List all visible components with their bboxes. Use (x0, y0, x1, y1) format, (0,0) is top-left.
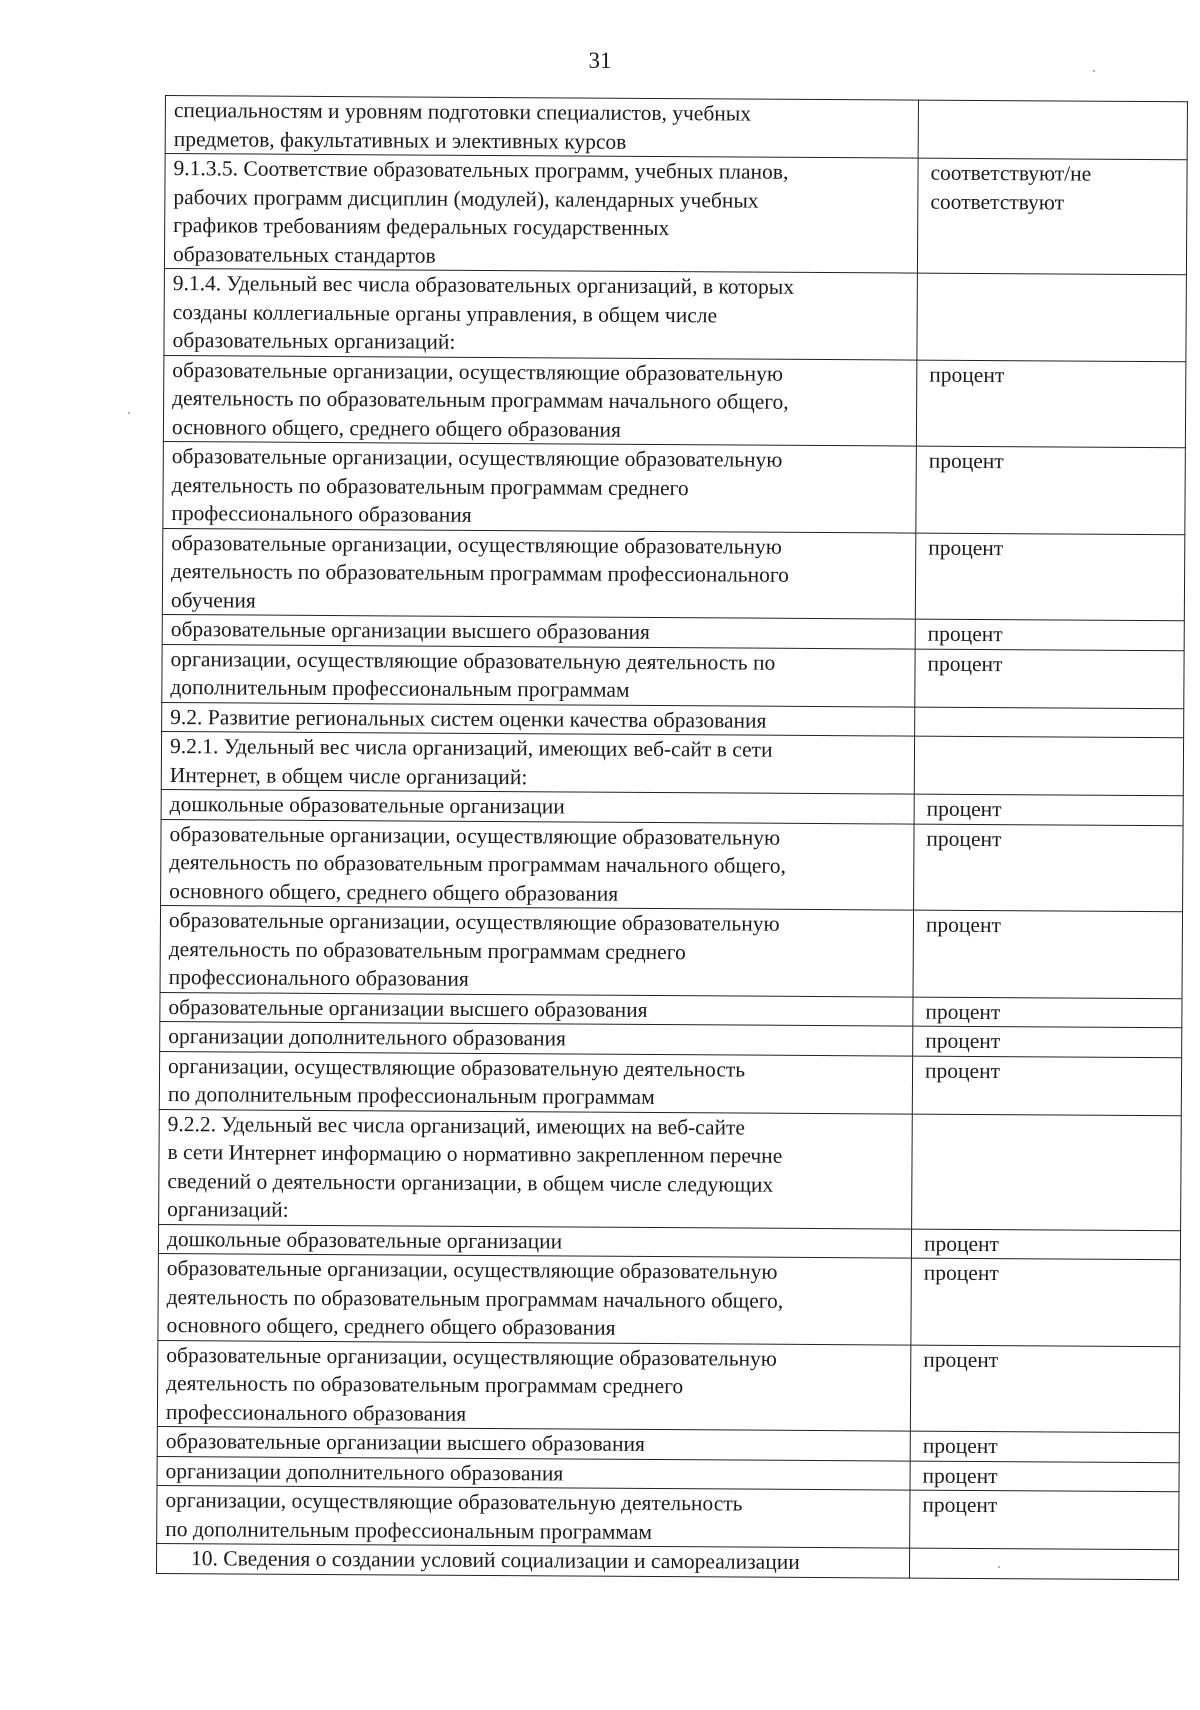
unit-text-line: соответствуют (930, 189, 1065, 214)
indicator-text-line: организации дополнительного образования (168, 1024, 567, 1051)
unit-cell (910, 1345, 1180, 1433)
unit-cell (917, 273, 1187, 361)
unit-text: процент (924, 1058, 1001, 1083)
indicator-text-line: созданы коллегиальные органы управления, в общем числе (172, 299, 718, 327)
unit-cell (915, 649, 1184, 709)
indicator-text-line: 9.1.3.5. Соответствие образовательных программ, учебных планов, (173, 156, 789, 184)
indicator-text-line: деятельность по образовательным программам начального общего, (172, 386, 789, 414)
indicator-text-line: 10. Сведения о создании условий социализации и самореализации (190, 1546, 800, 1574)
table-row (157, 1340, 1180, 1433)
indicator-cell (157, 1456, 910, 1490)
indicator-text-line: 9.1.4. Удельный вес числа образовательных организаций, в которых (172, 271, 795, 299)
indicator-text-line: организации, осуществляющие образовательную деятельность (167, 1053, 746, 1082)
indicator-cell (162, 614, 915, 648)
indicator-text-line: 9.2.1. Удельный вес числа организаций, имеющих веб-сайт в сети (169, 734, 773, 762)
indicator-text-line: организаций: (167, 1197, 289, 1222)
table-row (159, 1109, 1182, 1230)
indicator-text-line: графиков требованиям федеральных государственных (173, 213, 670, 241)
indicator-text-line: основного общего, среднего общего образования (169, 878, 619, 906)
unit-cell (916, 446, 1186, 534)
unit-cell (913, 997, 1182, 1028)
unit-text: процент (922, 1492, 998, 1518)
indicator-text-line: образовательные организации, осуществляющие образовательную (169, 821, 781, 850)
unit-cell (911, 1258, 1181, 1346)
unit-text: процент (927, 621, 1003, 647)
indicator-cell (164, 268, 918, 359)
indicator-cell (158, 1224, 911, 1258)
indicator-text-line: деятельность по образовательным программам профессионального (171, 559, 790, 587)
indicator-cell (157, 1340, 911, 1431)
unit-text: процент (925, 912, 1001, 938)
indicator-text-line: дошкольные образовательные организации (166, 1226, 563, 1253)
indicator-cell (159, 1109, 913, 1229)
indicator-text-line: образовательных организаций: (172, 328, 456, 354)
table-row (158, 1253, 1181, 1346)
unit-text: процент (923, 1231, 1000, 1256)
indicator-text-line: деятельность по образовательным программам среднего (166, 1371, 684, 1399)
indicator-text-line: образовательные организации высшего образования (170, 617, 650, 644)
indicator-text-line: 9.2. Развитие региональных систем оценки качества образования (170, 704, 767, 733)
indicator-cell (163, 441, 917, 532)
unit-cell (915, 619, 1184, 650)
table-row (162, 528, 1185, 621)
unit-text: процент (926, 796, 1002, 822)
indicator-text-line: образовательные организации, осуществляющие образовательную (172, 357, 783, 386)
indicator-cell (159, 1051, 912, 1114)
unit-text: процент (929, 362, 1005, 387)
indicator-text-line: образовательные организации, осуществляющие образовательную (166, 1342, 777, 1371)
unit-cell (913, 910, 1183, 998)
indicator-text-line: 9.2.2. Удельный вес числа организаций, имеющих на веб-сайте (167, 1111, 746, 1140)
indicator-text-line: дошкольные образовательные организации (169, 792, 565, 819)
indicator-cell (161, 731, 914, 794)
indicator-text-line: деятельность по образовательным программам начального общего, (169, 850, 786, 878)
indicator-cell (161, 819, 915, 910)
indicator-cell (164, 154, 918, 274)
indicator-cell (160, 992, 913, 1026)
unit-text-line: соответствуют/не (930, 160, 1092, 186)
unit-text: процент (922, 1463, 998, 1488)
indicator-text-line: Интернет, в общем числе организаций: (169, 762, 528, 789)
indicator-text-line: образовательные организации, осуществляющие образовательную (168, 908, 780, 936)
indicator-text-line: предметов, факультативных и элективных курсов (173, 126, 627, 154)
unit-cell (913, 1026, 1182, 1057)
unit-cell (914, 824, 1184, 912)
unit-cell (909, 1548, 1178, 1579)
unit-text: процент (927, 651, 1003, 676)
table-row (157, 1485, 1179, 1549)
indicator-cell (160, 905, 914, 996)
table-row (164, 268, 1187, 361)
unit-cell (915, 707, 1184, 738)
unit-text: процент (925, 999, 1001, 1024)
table-row (164, 154, 1187, 275)
indicator-text-line: дополнительным профессиональным программам (170, 675, 630, 702)
unit-text: процент (928, 535, 1004, 560)
unit-text: процент (928, 448, 1004, 474)
indicator-cell (158, 1253, 912, 1344)
unit-cell (916, 360, 1186, 448)
unit-text: процент (926, 826, 1002, 851)
indicator-text-line: организации, осуществляющие образовательную деятельность (165, 1488, 743, 1516)
unit-cell (914, 736, 1183, 796)
indicator-cell (162, 528, 916, 619)
unit-cell (910, 1490, 1179, 1550)
table-row (160, 905, 1183, 998)
indicator-cell (156, 1543, 909, 1577)
indicator-text-line: образовательные организации, осуществляющие образовательную (171, 444, 783, 472)
table-row (159, 1051, 1181, 1115)
indicator-cell (160, 1021, 913, 1055)
indicator-text-line: деятельность по образовательным программам среднего (171, 472, 689, 500)
unit-cell (910, 1461, 1179, 1492)
indicator-text-line: рабочих программ дисциплин (модулей), календарных учебных (173, 184, 759, 213)
unit-text: процент (923, 1260, 999, 1286)
unit-text: процент (923, 1347, 999, 1372)
table-row (156, 1543, 1178, 1579)
indicator-text-line: в сети Интернет информацию о нормативно закрепленном перечне (167, 1140, 783, 1168)
indicator-text-line: образовательные организации высшего образования (165, 1429, 645, 1456)
indicator-cell (162, 702, 915, 736)
scan-speck (128, 412, 130, 414)
table-row (162, 644, 1184, 708)
indicator-text-line: по дополнительным профессиональным программам (165, 1516, 653, 1544)
unit-cell (910, 1431, 1179, 1462)
indicator-text-line: профессионального образования (168, 965, 469, 991)
unit-cell (914, 794, 1183, 825)
indicator-text-line: основного общего, среднего общего образования (171, 414, 622, 442)
scan-speck (1093, 70, 1095, 72)
indicator-cell (157, 1426, 910, 1460)
scan-speck (998, 1566, 1000, 1568)
unit-cell (912, 1114, 1182, 1231)
indicator-text-line: специальностям и уровням подготовки специалистов, учебных (173, 98, 752, 126)
indicator-table-body (156, 96, 1187, 1580)
table-row (161, 819, 1184, 912)
unit-cell (917, 158, 1187, 275)
table-row (161, 731, 1183, 795)
indicator-text-line: по дополнительным профессиональным программам (167, 1082, 655, 1110)
indicator-text-line: образовательных стандартов (172, 241, 436, 268)
page-number: 31 (588, 48, 612, 73)
indicator-text-line: образовательные организации высшего образования (168, 994, 648, 1022)
unit-cell (912, 1056, 1181, 1116)
indicator-text-line: основного общего, среднего общего образования (166, 1313, 616, 1340)
indicator-text-line: деятельность по образовательным программам начального общего, (166, 1284, 784, 1313)
unit-text: процент (922, 1433, 998, 1459)
indicator-text-line: образовательные организации, осуществляющие образовательную (166, 1256, 778, 1284)
indicator-cell (163, 355, 917, 446)
indicator-text-line: деятельность по образовательным программам среднего (168, 936, 686, 964)
table-row (165, 96, 1187, 160)
indicator-text-line: профессионального образования (171, 501, 472, 527)
table-row (163, 355, 1186, 448)
unit-cell (911, 1229, 1180, 1260)
table-row (163, 441, 1186, 534)
indicator-cell (165, 96, 918, 159)
indicator-cell (157, 1485, 910, 1548)
indicator-text-line: профессионального образования (165, 1399, 467, 1426)
indicator-cell (161, 789, 914, 823)
indicator-text-line: обучения (170, 587, 256, 613)
indicator-text-line: сведений о деятельности организации, в общем числе следующих (167, 1168, 774, 1197)
indicator-text-line: организации дополнительного образования (165, 1458, 564, 1485)
indicator-cell (162, 644, 915, 707)
indicator-text-line: организации, осуществляющие образовательную деятельность по (170, 646, 776, 675)
unit-cell (915, 533, 1185, 621)
indicator-table (156, 95, 1188, 1580)
unit-cell (918, 100, 1187, 160)
indicator-text-line: образовательные организации, осуществляющие образовательную (171, 530, 782, 559)
unit-text: процент (925, 1028, 1001, 1054)
